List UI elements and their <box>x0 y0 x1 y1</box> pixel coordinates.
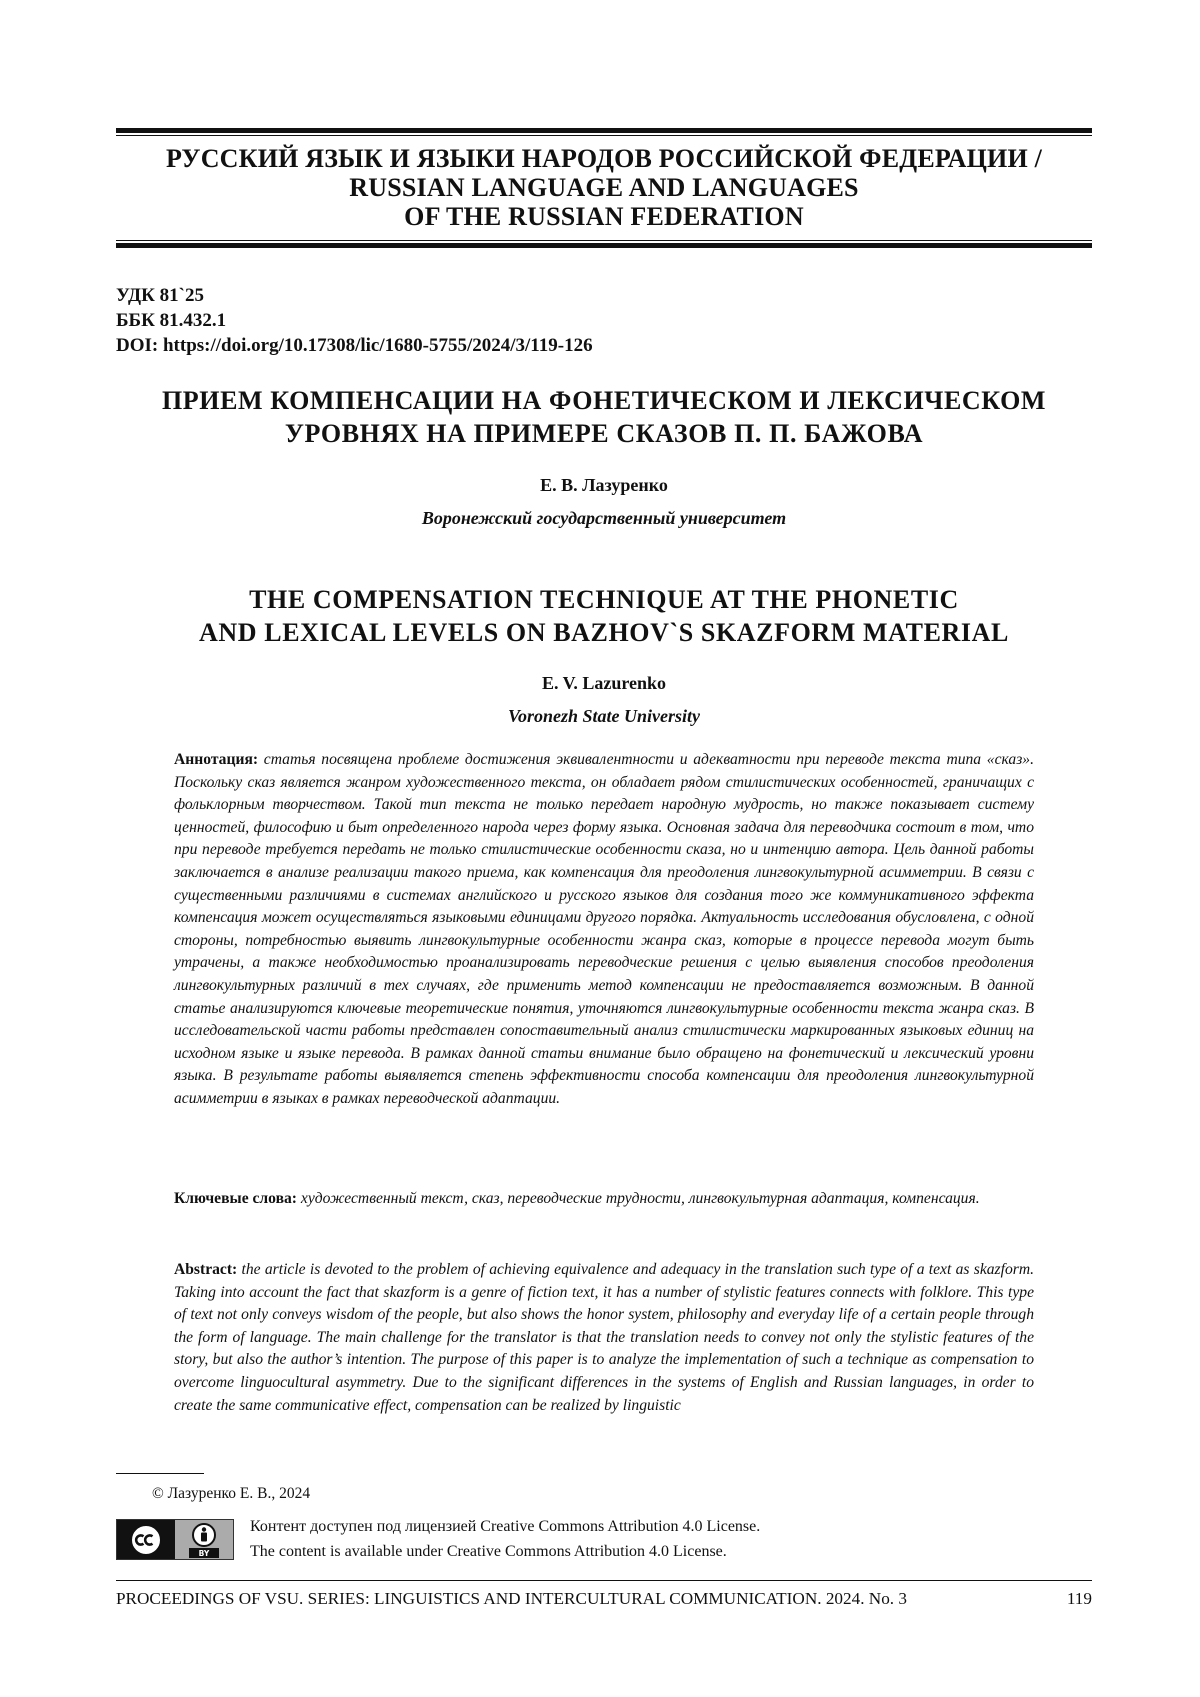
abstract-ru <box>174 749 1034 1111</box>
abstract-text-ru: статья посвящена проблеме достижения эквивалентности и адекватности при переводе текста типа «сказ». Поскольку сказ является жанром художественного текста, он обладает рядом стилистических особенностей, граничащих с фольклорным творчеством. Такой тип текста не только передает народную мудрость, но также показывает систему ценностей, философию и быт определенного народа через форму языка. Основная задача для переводчика состоит в том, что при переводе требуется передать не только стилистические особенности сказа, но и интенцию автора. Цель данной работы заключается в анализе реализации такого приема, как компенсация для преодоления лингвокультурной асимметрии. В связи с существенными различиями в системах английского и русского языков для создания того же коммуникативного эффекта компенсация может осуществляться языковыми единицами другого порядка. Актуальность исследования обусловлена, с одной стороны, потребностью выявить лингвокультурные особенности жанра сказ, которые в процессе перевода могут быть утрачены, а также необходимостью проанализировать переводческие решения с целью выявления способов преодоления лингвокультурных различий в тех случаях, где применить метод компенсации не предоставляется возможным. В данной статье анализируются ключевые теоретические понятия, уточняются лингвокультурные особенности текста жанра сказ. В исследовательской части работы представлен сопоставительный анализ стилистически маркированных языковых единиц на исходном языке и языке перевода. В рамках данной статьи внимание было обращено на фонетический и лексический уровни языка. В результате работы выявляется степень эффективности способа компенсации для преодоления лингвокультурной асимметрии в языках в рамках переводческой адаптации. <box>174 751 1034 1107</box>
page-number: 119 <box>1066 1589 1092 1608</box>
bottom-rule-thin <box>116 240 1092 241</box>
keywords-label-ru: Ключевые слова: <box>174 1190 297 1207</box>
abstract-label-ru: Аннотация: <box>174 751 259 768</box>
license-ru: Контент доступен под лицензией Creative Commons Attribution 4.0 License. <box>250 1518 761 1535</box>
author-ru: Е. В. Лазуренко <box>540 475 668 495</box>
identifiers <box>116 283 593 358</box>
keywords-text-ru: художественный текст, сказ, переводческие трудности, лингвокультурная адаптация, компенсация. <box>300 1190 980 1207</box>
section-title <box>116 144 1092 231</box>
bbk-code: ББК 81.432.1 <box>116 310 227 331</box>
article-page <box>116 0 1092 1697</box>
top-rule-thin <box>116 135 1092 136</box>
copyright-notice: © Лазуренко Е. В., 2024 <box>152 1485 311 1502</box>
title-line: AND LEXICAL LEVELS ON BAZHOV`S SKAZFORM MATERIAL <box>199 618 1009 647</box>
abstract-en <box>174 1259 1034 1417</box>
section-title-line: RUSSIAN LANGUAGE AND LANGUAGES <box>349 173 859 202</box>
license-en: The content is available under Creative Commons Attribution 4.0 License. <box>250 1543 727 1560</box>
affiliation-en: Voronezh State University <box>507 706 701 726</box>
doi-link[interactable]: DOI: https://doi.org/10.17308/lic/1680-5755/2024/3/119-126 <box>116 335 593 356</box>
affiliation-ru: Воронежский государственный университет <box>421 508 787 528</box>
title-line: ПРИЕМ КОМПЕНСАЦИИ НА ФОНЕТИЧЕСКОМ И ЛЕКСИЧЕСКОМ <box>161 386 1047 415</box>
section-header <box>116 128 1092 248</box>
title-line: УРОВНЯХ НА ПРИМЕРЕ СКАЗОВ П. П. БАЖОВА <box>284 419 924 448</box>
abstract-label-en: Abstract: <box>174 1261 238 1278</box>
bottom-rule-thick <box>116 243 1092 248</box>
footer-rule <box>116 1580 1092 1581</box>
article-title-ru <box>116 384 1092 450</box>
author-en: E. V. Lazurenko <box>541 673 667 693</box>
keywords-ru <box>174 1188 1034 1211</box>
attribution-icon <box>175 1520 233 1559</box>
footnote-rule <box>116 1473 204 1474</box>
cc-by-badge[interactable] <box>116 1519 234 1560</box>
top-rule-thick <box>116 128 1092 133</box>
article-title-en <box>116 583 1092 649</box>
journal-name: PROCEEDINGS OF VSU. SERIES: LINGUISTICS AND INTERCULTURAL COMMUNICATION. 2024. No. 3 <box>116 1589 907 1608</box>
abstract-text-en: the article is devoted to the problem of achieving equivalence and adequacy in the translation such type of a text as skazform. Taking into account the fact that skazform is a genre of fiction text, it has a number of stylistic features connects with folklore. This type of text not only conveys wisdom of the people, but also shows the honor system, philosophy and everyday life of a certain people through the form of language. The main challenge for the translator is that the translation needs to convey not only the stylistic features of the story, but also the author’s intention. The purpose of this paper is to analyze the implementation of such a technique as compensation to overcome linguocultural asymmetry. Due to the significant differences in the systems of English and Russian languages, in order to create the same communicative effect, compensation can be realized by linguistic <box>174 1261 1034 1414</box>
section-title-line: OF THE RUSSIAN FEDERATION <box>404 202 804 231</box>
udk-code: УДК 81`25 <box>116 285 204 306</box>
cc-by-label: BY <box>198 1548 210 1558</box>
cc-logo-icon <box>117 1520 175 1559</box>
section-title-line: РУССКИЙ ЯЗЫК И ЯЗЫКИ НАРОДОВ РОССИЙСКОЙ ФЕДЕРАЦИИ / <box>165 144 1043 173</box>
title-line: THE COMPENSATION TECHNIQUE AT THE PHONETIC <box>249 585 959 614</box>
